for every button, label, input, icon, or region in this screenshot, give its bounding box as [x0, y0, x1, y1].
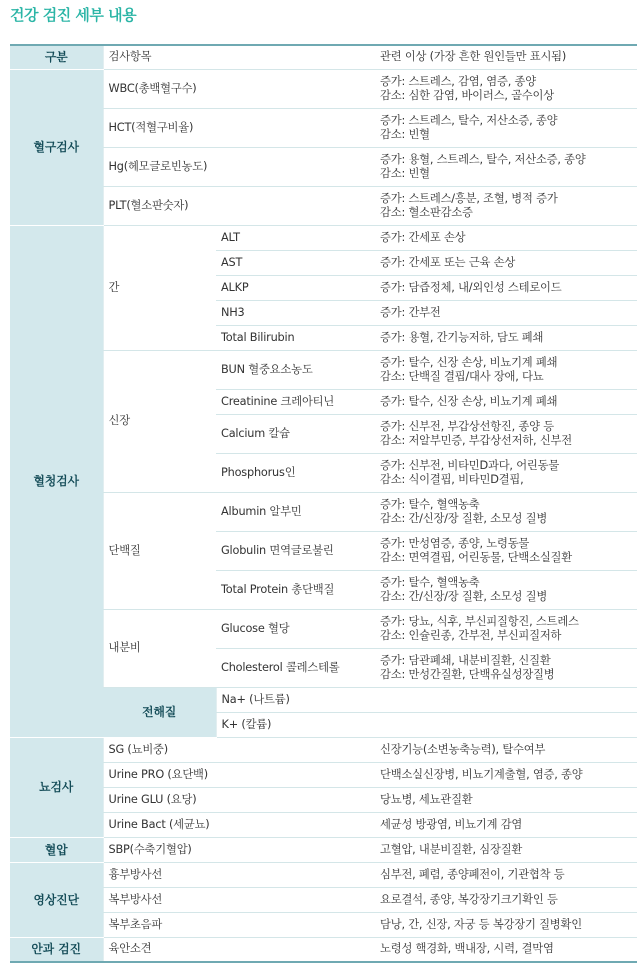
category-bp: 혈압: [10, 837, 103, 862]
table-header-row: [10, 45, 637, 69]
table-row: [10, 687, 637, 712]
group-endocrine: 내분비: [103, 609, 216, 687]
table-row: [10, 812, 637, 837]
test-description: 증가: 신부전, 비타민D과다, 어린동물 감소: 식이결핍, 비타민D결핍,: [374, 453, 637, 492]
test-description: 증가: 당뇨, 식후, 부신피질항진, 스트레스 감소: 인슐린종, 간부전, 부신피질저하: [374, 609, 637, 648]
category-imaging: 영상진단: [10, 862, 103, 937]
test-description: 증가: 간세포 또는 근육 손상: [374, 250, 637, 275]
test-name: PLT(혈소판숫자): [103, 186, 374, 225]
test-description: 세균성 방광염, 비뇨기계 감염: [374, 812, 637, 837]
test-description: 요로결석, 종양, 복강장기크기확인 등: [374, 887, 637, 912]
table-row: [10, 492, 637, 531]
table-row: [10, 350, 637, 389]
test-description: 증가: 스트레스, 탈수, 저산소증, 종양 감소: 빈혈: [374, 108, 637, 147]
test-name: Urine PRO (요단백): [103, 762, 374, 787]
test-description: 증가: 탈수, 혈액농축 감소: 간/신장/장 질환, 소모성 질병: [374, 492, 637, 531]
test-name: 흉부방사선: [103, 862, 374, 887]
test-description: 증가: 스트레스, 감염, 염증, 종양 감소: 심한 감염, 바이러스, 골수이상: [374, 69, 637, 108]
test-name: AST: [216, 250, 374, 275]
table-row: [10, 862, 637, 887]
test-description: 증가: 담즙정체, 내/외인성 스테로이드: [374, 275, 637, 300]
test-description: 신장기능(소변농축능력), 탈수여부: [374, 737, 637, 762]
test-name: 육안소견: [103, 937, 374, 962]
test-description: 증가: 용혈, 간기능저하, 담도 폐쇄: [374, 325, 637, 350]
table-row: [10, 787, 637, 812]
test-name: Globulin 면역글로불린: [216, 531, 374, 570]
table-row: [10, 609, 637, 648]
group-liver: 간: [103, 225, 216, 350]
test-name: Total Protein 총단백질: [216, 570, 374, 609]
table-row: [10, 108, 637, 147]
test-name: Albumin 알부민: [216, 492, 374, 531]
test-description: 증가: 만성염증, 종양, 노령동물 감소: 면역결핍, 어린동물, 단백소실질환: [374, 531, 637, 570]
test-description: 담낭, 간, 신장, 자궁 등 복강장기 질병확인: [374, 912, 637, 937]
header-item: 검사항목: [103, 45, 374, 69]
header-description: 관련 이상 (가장 흔한 원인들만 표시됨): [374, 45, 637, 69]
test-description: 증가: 간세포 손상: [374, 225, 637, 250]
test-description: 증가: 탈수, 신장 손상, 비뇨기계 폐쇄: [374, 389, 637, 414]
test-name: BUN 혈중요소농도: [216, 350, 374, 389]
category-electrolyte: 전해질: [103, 687, 216, 737]
test-name: Total Bilirubin: [216, 325, 374, 350]
table-row: [10, 762, 637, 787]
test-description: 당뇨병, 세뇨관질환: [374, 787, 637, 812]
test-name: Urine Bact (세균뇨): [103, 812, 374, 837]
test-description: 증가: 용혈, 스트레스, 탈수, 저산소증, 종양 감소: 빈혈: [374, 147, 637, 186]
group-kidney: 신장: [103, 350, 216, 492]
health-checkup-table: [10, 44, 637, 963]
test-description: 증가: 담관폐쇄, 내분비질환, 신질환 감소: 만성간질환, 단백유실성장질병: [374, 648, 637, 687]
test-name: HCT(적혈구비율): [103, 108, 374, 147]
test-name: WBC(총백혈구수): [103, 69, 374, 108]
test-description: 고혈압, 내분비질환, 심장질환: [374, 837, 637, 862]
test-description: 증가: 스트레스/흥분, 조혈, 병적 증가 감소: 혈소판감소증: [374, 186, 637, 225]
test-name: ALT: [216, 225, 374, 250]
category-serum: 혈청검사: [10, 225, 103, 737]
test-description: 증가: 탈수, 혈액농축 감소: 간/신장/장 질환, 소모성 질병: [374, 570, 637, 609]
test-description: 노령성 핵경화, 백내장, 시력, 결막염: [374, 937, 637, 962]
category-eye: 안과 검진: [10, 937, 103, 962]
test-name: Phosphorus인: [216, 453, 374, 492]
test-name: Cholesterol 콜레스테롤: [216, 648, 374, 687]
category-urine: 뇨검사: [10, 737, 103, 837]
test-name: 복부초음파: [103, 912, 374, 937]
table-row: [10, 69, 637, 108]
category-blood: 혈구검사: [10, 69, 103, 225]
test-description: 단백소실신장병, 비뇨기계출혈, 염증, 종양: [374, 762, 637, 787]
test-name: K+ (칼륨): [216, 712, 637, 737]
test-name: Na+ (나트륨): [216, 687, 637, 712]
test-description: 증가: 탈수, 신장 손상, 비뇨기계 폐쇄 감소: 단백질 결핍/대사 장애, 다뇨: [374, 350, 637, 389]
test-name: Hg(헤모글로빈농도): [103, 147, 374, 186]
table-row: [10, 186, 637, 225]
test-name: SBP(수축기혈압): [103, 837, 374, 862]
test-name: Calcium 칼슘: [216, 414, 374, 453]
group-protein: 단백질: [103, 492, 216, 609]
table-row: [10, 837, 637, 862]
table-row: [10, 225, 637, 250]
test-name: 복부방사선: [103, 887, 374, 912]
header-category: 구분: [10, 45, 103, 69]
table-row: [10, 912, 637, 937]
test-description: 증가: 신부전, 부갑상선항진, 종양 등 감소: 저알부민증, 부갑상선저하, 신부전: [374, 414, 637, 453]
table-row: [10, 887, 637, 912]
table-row: [10, 737, 637, 762]
page-title: 건강 검진 세부 내용: [10, 6, 137, 24]
test-name: Creatinine 크레아티닌: [216, 389, 374, 414]
test-description: 심부전, 폐렴, 종양폐전이, 기관협착 등: [374, 862, 637, 887]
test-name: Urine GLU (요당): [103, 787, 374, 812]
test-description: 증가: 간부전: [374, 300, 637, 325]
table-row: [10, 147, 637, 186]
test-name: NH3: [216, 300, 374, 325]
test-name: SG (뇨비중): [103, 737, 374, 762]
test-name: ALKP: [216, 275, 374, 300]
test-name: Glucose 혈당: [216, 609, 374, 648]
table-row: [10, 937, 637, 962]
